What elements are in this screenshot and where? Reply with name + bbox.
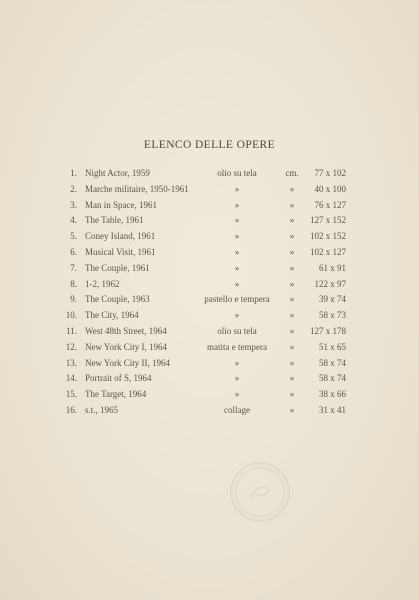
list-item	[0, 261, 419, 277]
list-item	[0, 213, 419, 229]
work-dimensions: 102 x 127	[310, 246, 346, 257]
work-title: Man in Space, 1961	[85, 199, 157, 210]
work-title: The Table, 1961	[85, 215, 144, 226]
work-number: 9.	[70, 294, 77, 305]
work-number: 1.	[70, 168, 77, 178]
works-list	[0, 166, 419, 419]
work-unit: »	[289, 373, 295, 384]
work-technique: »	[234, 199, 240, 210]
work-number: 13.	[65, 357, 77, 368]
list-item	[0, 166, 419, 182]
work-number: 15.	[65, 389, 77, 400]
list-item	[0, 277, 419, 293]
work-unit: »	[289, 262, 295, 273]
list-item	[0, 340, 419, 356]
work-technique: »	[234, 357, 240, 368]
work-unit: »	[289, 404, 295, 415]
work-unit: cm.	[285, 168, 299, 178]
work-unit: »	[289, 246, 295, 257]
work-technique: »	[234, 246, 240, 257]
work-technique: »	[234, 215, 240, 226]
list-item	[0, 245, 419, 261]
work-number: 2.	[70, 183, 77, 194]
work-technique: »	[234, 373, 240, 384]
work-technique: »	[234, 183, 240, 194]
work-dimensions: 40 x 100	[314, 183, 346, 194]
work-number: 7.	[70, 262, 77, 273]
list-item	[0, 182, 419, 198]
work-title: New York City I, 1964	[85, 341, 168, 352]
work-dimensions: 31 x 41	[319, 404, 346, 415]
work-technique: »	[234, 262, 240, 273]
work-dimensions: 122 x 97	[314, 278, 346, 289]
work-unit: »	[289, 278, 295, 289]
work-dimensions: 102 x 152	[310, 231, 346, 242]
work-title: Marche militaire, 1950-1961	[85, 183, 189, 194]
work-title: Musical Visit, 1961	[85, 246, 156, 257]
list-item	[0, 198, 419, 214]
list-item	[0, 292, 419, 308]
work-title: West 48th Street, 1964	[85, 325, 167, 336]
list-item	[0, 324, 419, 340]
work-technique: »	[234, 231, 240, 242]
work-number: 10.	[65, 310, 77, 321]
work-unit: »	[289, 389, 295, 400]
work-technique: olio su tela	[217, 325, 257, 336]
work-dimensions: 38 x 66	[319, 389, 346, 400]
work-unit: »	[289, 231, 295, 242]
work-title: The Couple, 1961	[85, 262, 150, 273]
list-item	[0, 403, 419, 419]
work-number: 3.	[70, 199, 77, 210]
work-technique: »	[234, 389, 240, 400]
embossed-seal-icon	[230, 462, 290, 522]
work-title: The City, 1964	[85, 310, 139, 321]
work-number: 5.	[70, 231, 77, 242]
list-item	[0, 308, 419, 324]
work-title: s.t., 1965	[85, 404, 119, 415]
work-technique: pastello e tempera	[204, 294, 270, 305]
work-title: Coney Island, 1961	[85, 231, 156, 242]
work-unit: »	[289, 357, 295, 368]
work-dimensions: 127 x 178	[310, 325, 346, 336]
work-title: The Couple, 1963	[85, 294, 150, 305]
work-unit: »	[289, 341, 295, 352]
work-number: 12.	[65, 341, 77, 352]
work-dimensions: 58 x 74	[319, 373, 346, 384]
work-dimensions: 58 x 73	[319, 310, 346, 321]
work-technique: »	[234, 278, 240, 289]
work-number: 16.	[65, 404, 77, 415]
work-number: 8.	[70, 278, 77, 289]
work-unit: »	[289, 183, 295, 194]
work-title: New York City II, 1964	[85, 357, 171, 368]
work-number: 14.	[65, 373, 77, 384]
work-unit: »	[289, 294, 295, 305]
work-number: 6.	[70, 246, 77, 257]
list-item	[0, 229, 419, 245]
work-title: 1-2, 1962	[85, 278, 120, 289]
work-technique: matita e tempera	[207, 341, 267, 352]
work-number: 11.	[66, 325, 77, 336]
work-technique: collage	[224, 404, 250, 415]
work-title: Night Actor, 1959	[85, 168, 150, 178]
work-dimensions: 77 x 102	[314, 168, 346, 178]
list-item	[0, 356, 419, 372]
page-title: ELENCO DELLE OPERE	[143, 139, 276, 151]
work-unit: »	[289, 325, 295, 336]
list-item	[0, 387, 419, 403]
work-dimensions: 51 x 65	[319, 341, 346, 352]
work-dimensions: 58 x 74	[319, 357, 346, 368]
list-item	[0, 371, 419, 387]
work-unit: »	[289, 215, 295, 226]
work-title: Portrait of S, 1964	[85, 373, 152, 384]
work-unit: »	[289, 310, 295, 321]
work-dimensions: 39 x 74	[319, 294, 346, 305]
work-technique: olio su tela	[217, 168, 257, 178]
work-dimensions: 61 x 91	[319, 262, 346, 273]
work-number: 4.	[70, 215, 77, 226]
work-dimensions: 127 x 152	[310, 215, 346, 226]
work-unit: »	[289, 199, 295, 210]
work-dimensions: 76 x 127	[314, 199, 346, 210]
work-title: The Target, 1964	[85, 389, 147, 400]
work-technique: »	[234, 310, 240, 321]
